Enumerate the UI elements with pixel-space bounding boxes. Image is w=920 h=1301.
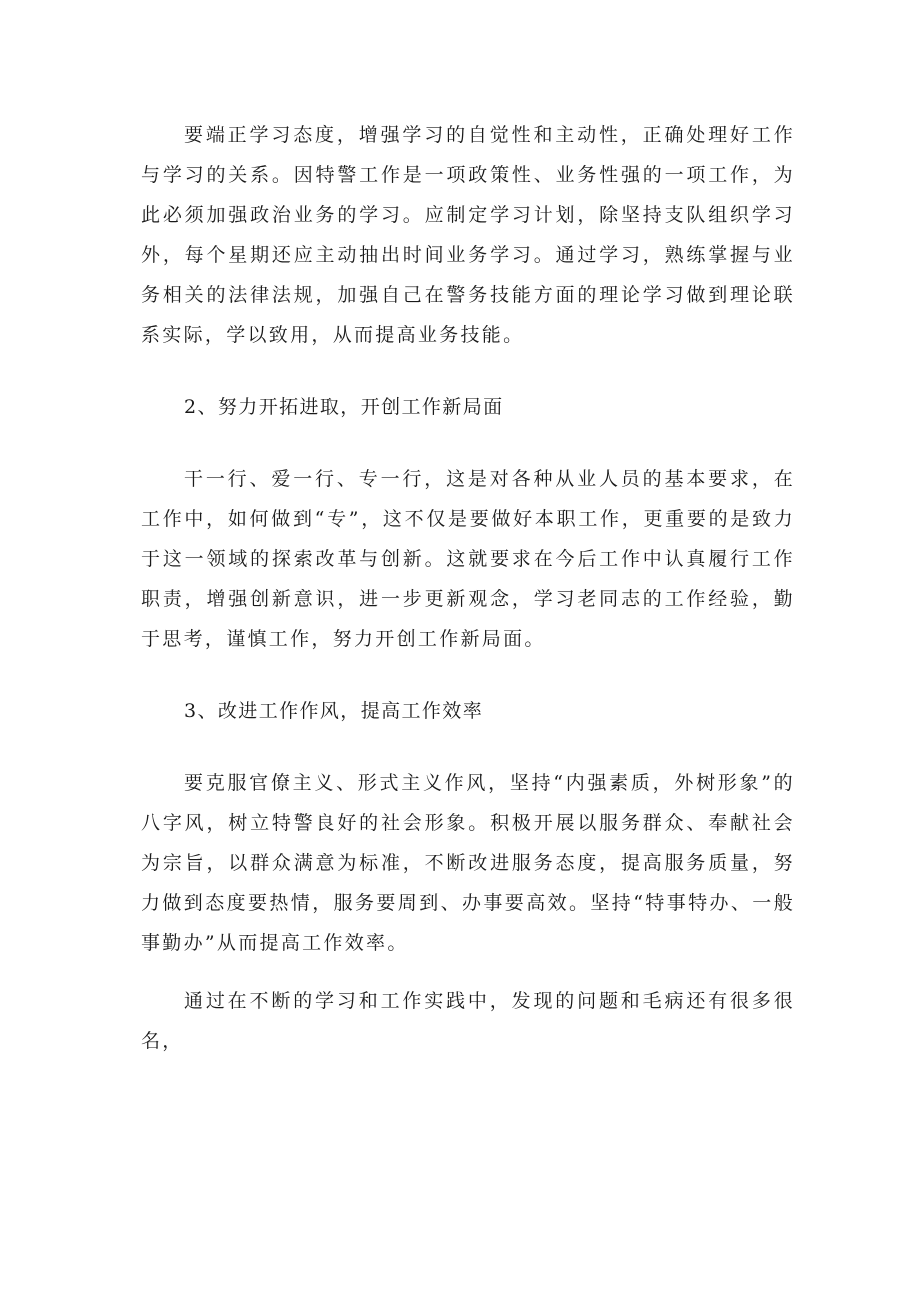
spacer bbox=[141, 659, 795, 691]
paragraph-innovation: 干一行、爱一行、专一行，这是对各种从业人员的基本要求，在工作中，如何做到“专”，这不仅是要做好本职工作，更重要的是致力于这一领域的探索改革与创新。这就要求在今后工作中认真履行工作职责，增强创新意识，进一步更新观念，学习老同志的工作经验，勤于思考，谨慎工作，努力开创工作新局面。 bbox=[141, 468, 795, 650]
section-heading-3: 3、改进工作作风，提高工作效率 bbox=[184, 700, 484, 722]
spacer bbox=[141, 963, 795, 981]
paragraph-work-style: 要克服官僚主义、形式主义作风，坚持“内强素质，外树形象”的八字风，树立特警良好的社会形象。积极开展以服务群众、奉献社会为宗旨，以群众满意为标准，不断改进服务态度，提高服务质量，努力做到态度要热情，服务要周到、办事要高效。坚持“特事特办、一般事勤办”从而提高工作效率。 bbox=[141, 772, 795, 954]
spacer bbox=[141, 355, 795, 387]
document-body bbox=[141, 115, 795, 1061]
paragraph-study-attitude: 要端正学习态度，增强学习的自觉性和主动性，正确处理好工作与学习的关系。因特警工作是一项政策性、业务性强的一项工作，为此必须加强政治业务的学习。应制定学习计划，除坚持支队组织学习外，每个星期还应主动抽出时间业务学习。通过学习，熟练掌握与业务相关的法律法规，加强自己在警务技能方面的理论学习做到理论联系实际，学以致用，从而提高业务技能。 bbox=[141, 124, 795, 346]
spacer bbox=[141, 427, 795, 459]
paragraph-practice: 通过在不断的学习和工作实践中，发现的问题和毛病还有很多很名， bbox=[141, 990, 795, 1052]
spacer bbox=[141, 731, 795, 763]
section-heading-2: 2、努力开拓进取，开创工作新局面 bbox=[184, 396, 504, 418]
